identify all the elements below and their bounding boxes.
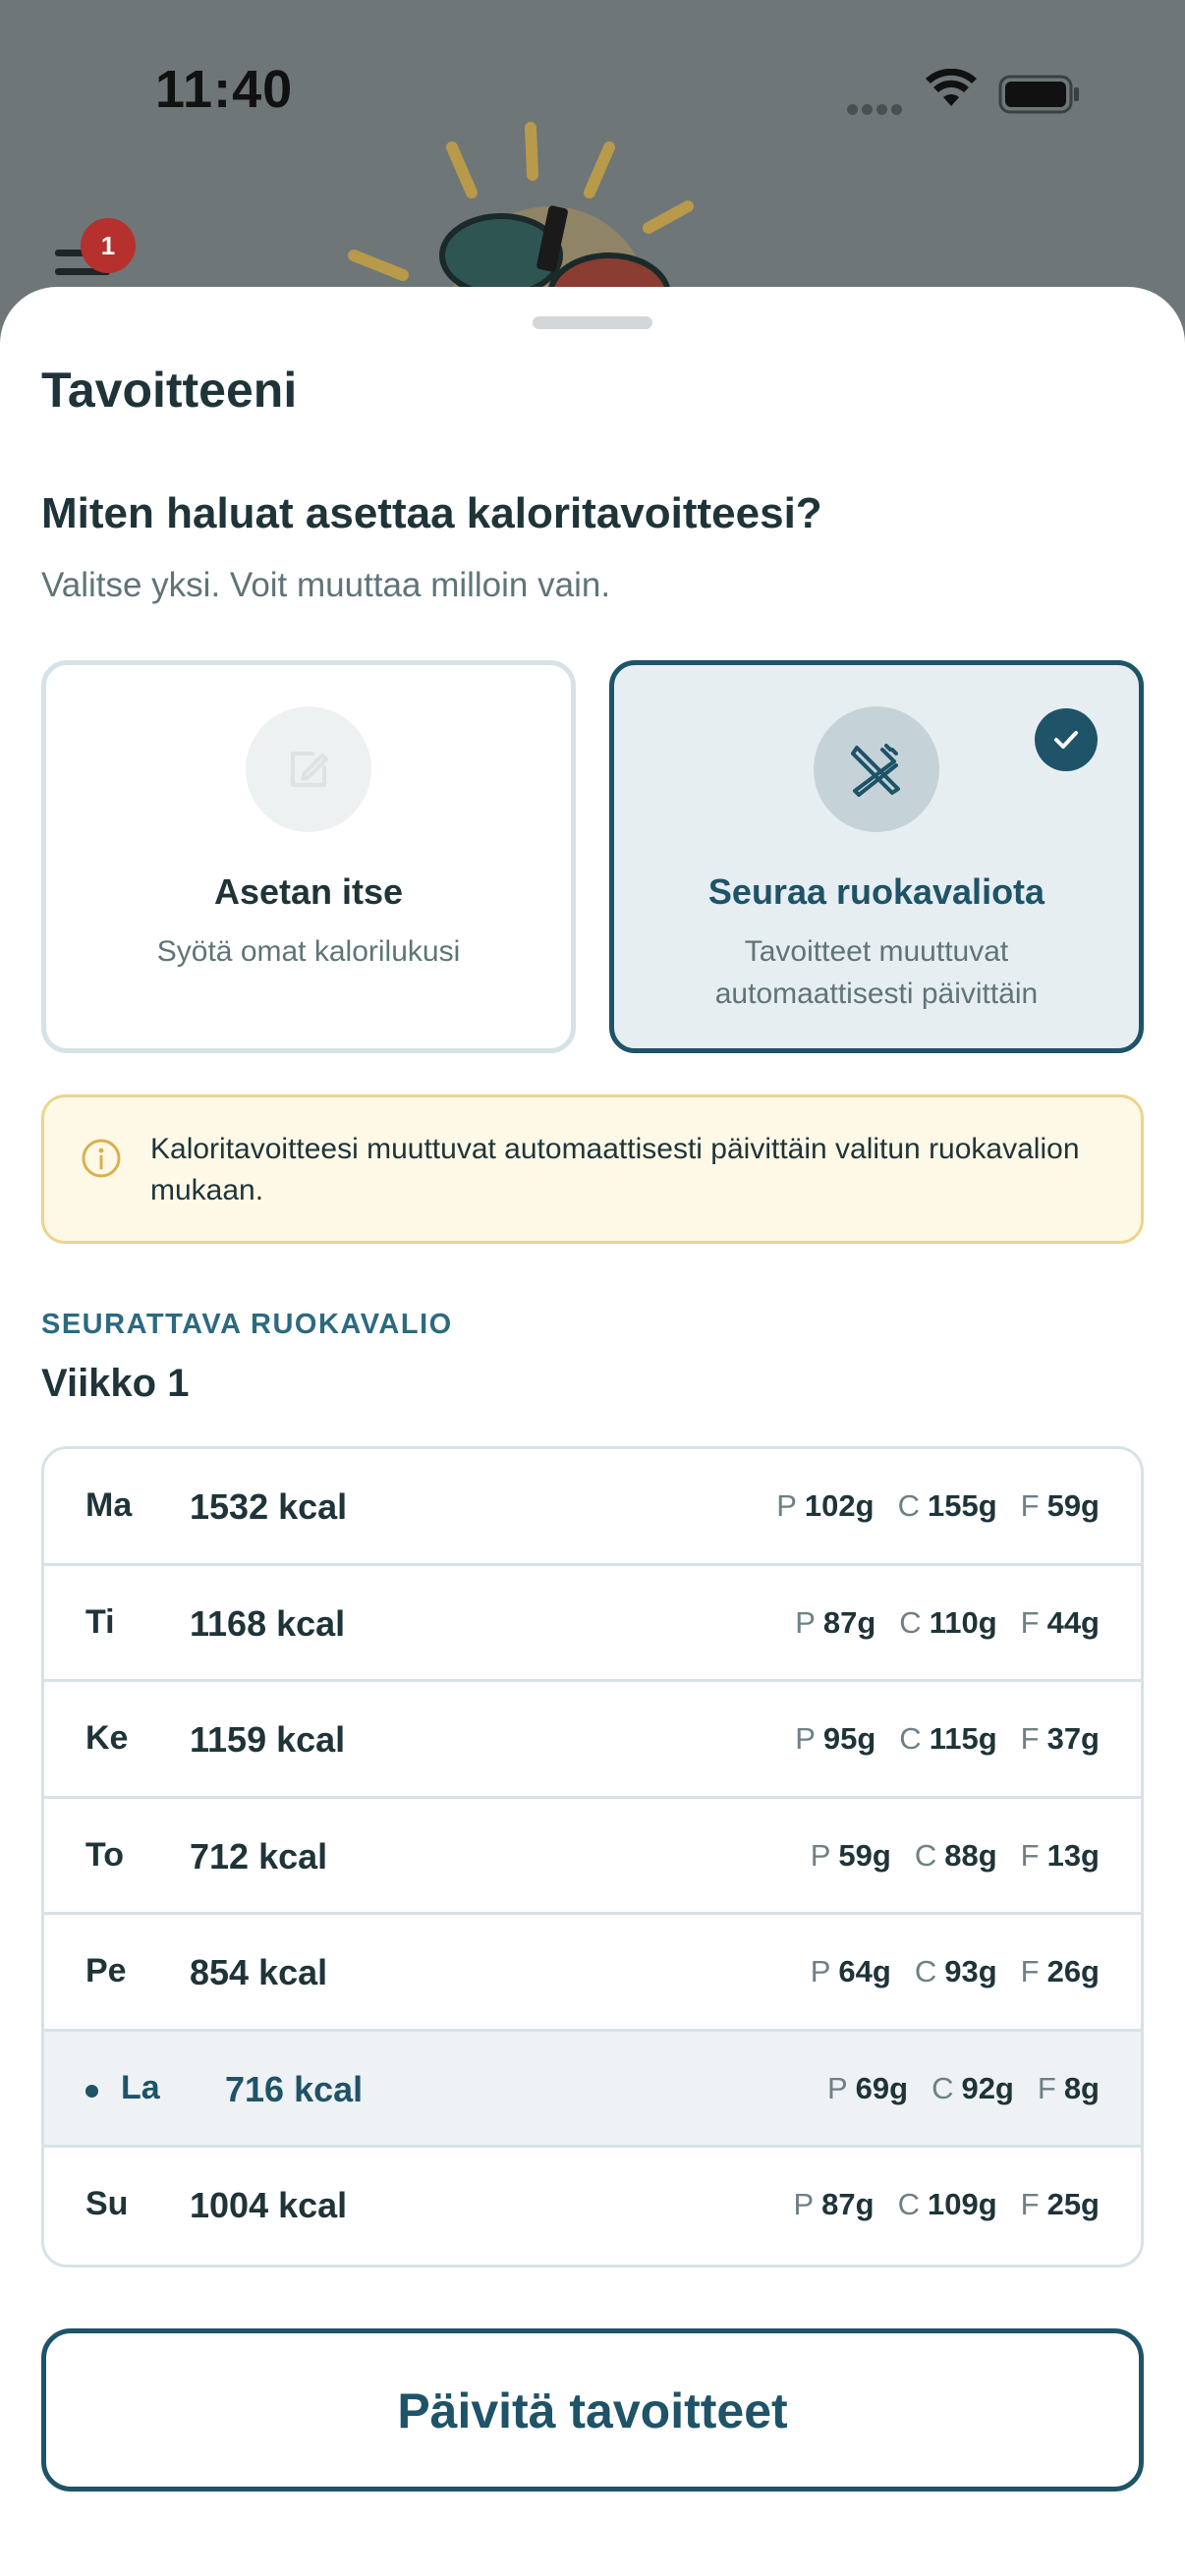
protein-label: P bbox=[810, 1954, 831, 1988]
carbs-label: C bbox=[899, 1604, 922, 1640]
fat-label: F bbox=[1020, 1604, 1040, 1640]
kcal-value: 1159 kcal bbox=[190, 1719, 346, 1760]
plan-row bbox=[44, 1566, 1141, 1683]
option-title: Seuraa ruokavaliota bbox=[707, 871, 1045, 912]
info-text: Kaloritavoitteesi muuttuvat automaattisesti päivittäin valitun ruokavalion mukaan. bbox=[150, 1133, 1080, 1206]
protein-label: P bbox=[810, 1837, 831, 1873]
carbs-label: C bbox=[897, 1488, 920, 1523]
carbs-label: C bbox=[899, 1721, 922, 1756]
info-banner bbox=[41, 1094, 1144, 1244]
macros bbox=[795, 1721, 1100, 1757]
day-label: To bbox=[85, 1835, 125, 1874]
sheet-title: Tavoitteeni bbox=[41, 363, 298, 418]
fat-value: 59g bbox=[1046, 1488, 1100, 1523]
plan-row bbox=[44, 1915, 1141, 2032]
protein-label: P bbox=[795, 1721, 816, 1756]
kcal-value: 1532 kcal bbox=[190, 1486, 348, 1527]
macros bbox=[795, 1605, 1100, 1641]
info-icon bbox=[80, 1137, 123, 1180]
kcal-value: 716 kcal bbox=[225, 2068, 364, 2109]
macros bbox=[811, 1838, 1100, 1874]
carbs-value: 93g bbox=[944, 1954, 997, 1988]
day-label: Pe bbox=[85, 1952, 127, 1989]
day-label: La bbox=[121, 2068, 160, 2106]
cellular-signal-icon bbox=[847, 102, 906, 120]
option-description: Syötä omat kalorilukusi bbox=[156, 935, 461, 968]
carbs-label: C bbox=[897, 2187, 920, 2221]
option-icon-circle bbox=[814, 706, 939, 832]
protein-value: 95g bbox=[822, 1721, 876, 1756]
kcal-value: 854 kcal bbox=[190, 1952, 328, 1992]
carbs-value: 155g bbox=[927, 1488, 997, 1523]
day-label: Ke bbox=[85, 1719, 129, 1757]
selected-check-icon bbox=[1035, 708, 1098, 771]
carbs-label: C bbox=[914, 1837, 937, 1873]
day-label: Su bbox=[85, 2185, 129, 2222]
macros bbox=[793, 2187, 1100, 2222]
update-goals-button[interactable]: Päivitä tavoitteet bbox=[41, 2328, 1144, 2492]
carbs-value: 115g bbox=[929, 1721, 997, 1756]
option-title: Asetan itse bbox=[213, 871, 404, 912]
carbs-value: 92g bbox=[961, 2070, 1014, 2105]
section-label: SEURATTAVA RUOKAVALIO bbox=[41, 1309, 453, 1340]
carbs-value: 109g bbox=[927, 2187, 997, 2221]
goal-subtitle: Valitse yksi. Voit muuttaa milloin vain. bbox=[41, 566, 611, 604]
protein-label: P bbox=[793, 2187, 815, 2221]
macros bbox=[776, 1488, 1100, 1524]
fat-label: F bbox=[1020, 1954, 1040, 1988]
goal-question: Miten haluat asettaa kaloritavoitteesi? bbox=[41, 489, 822, 537]
utensils-icon bbox=[847, 740, 906, 799]
fat-value: 8g bbox=[1063, 2070, 1100, 2105]
day-label: Ma bbox=[85, 1486, 133, 1524]
goals-sheet bbox=[0, 287, 1185, 2576]
fat-label: F bbox=[1020, 1837, 1040, 1873]
plan-row-today bbox=[44, 2032, 1141, 2149]
carbs-value: 110g bbox=[929, 1604, 997, 1640]
option-follow-diet[interactable] bbox=[609, 660, 1144, 1053]
fat-value: 26g bbox=[1046, 1954, 1100, 1988]
kcal-value: 1004 kcal bbox=[190, 2185, 348, 2225]
sheet-grabber[interactable] bbox=[533, 316, 652, 329]
macros bbox=[811, 1954, 1100, 1989]
notification-badge: 1 bbox=[81, 218, 136, 273]
background-app bbox=[0, 0, 1185, 314]
protein-value: 64g bbox=[838, 1954, 891, 1988]
protein-label: P bbox=[826, 2070, 848, 2105]
week-title: Viikko 1 bbox=[41, 1362, 190, 1405]
protein-label: P bbox=[795, 1604, 816, 1640]
kcal-value: 712 kcal bbox=[190, 1835, 328, 1876]
option-set-manually[interactable] bbox=[41, 660, 576, 1053]
carbs-label: C bbox=[931, 2070, 954, 2105]
plan-row bbox=[44, 2148, 1141, 2265]
fat-label: F bbox=[1020, 1721, 1040, 1756]
fat-label: F bbox=[1020, 2187, 1040, 2221]
edit-icon bbox=[279, 740, 338, 799]
plan-row bbox=[44, 1682, 1141, 1799]
fat-label: F bbox=[1020, 1488, 1040, 1523]
plan-row bbox=[44, 1449, 1141, 1566]
fat-value: 13g bbox=[1046, 1837, 1100, 1873]
diet-plan-table bbox=[41, 1446, 1144, 2268]
protein-value: 87g bbox=[822, 1604, 876, 1640]
status-time: 11:40 bbox=[155, 60, 294, 119]
wifi-icon bbox=[926, 69, 977, 108]
protein-label: P bbox=[776, 1488, 797, 1523]
fat-value: 44g bbox=[1046, 1604, 1100, 1640]
battery-icon bbox=[998, 75, 1081, 114]
carbs-label: C bbox=[914, 1954, 937, 1988]
kcal-value: 1168 kcal bbox=[190, 1602, 346, 1644]
protein-value: 102g bbox=[804, 1488, 875, 1523]
day-label: Ti bbox=[85, 1602, 115, 1641]
option-icon-circle bbox=[246, 706, 371, 832]
fat-label: F bbox=[1037, 2070, 1056, 2105]
option-description: Tavoitteet muuttuvat automaattisesti päivittäin bbox=[714, 935, 1039, 1010]
fat-value: 37g bbox=[1046, 1721, 1100, 1756]
carbs-value: 88g bbox=[944, 1837, 997, 1873]
protein-value: 69g bbox=[855, 2070, 909, 2105]
fat-value: 25g bbox=[1046, 2187, 1100, 2221]
plan-row bbox=[44, 1799, 1141, 1916]
protein-value: 87g bbox=[821, 2187, 875, 2221]
protein-value: 59g bbox=[838, 1837, 891, 1873]
macros bbox=[827, 2071, 1100, 2106]
today-indicator-dot bbox=[85, 2085, 98, 2098]
